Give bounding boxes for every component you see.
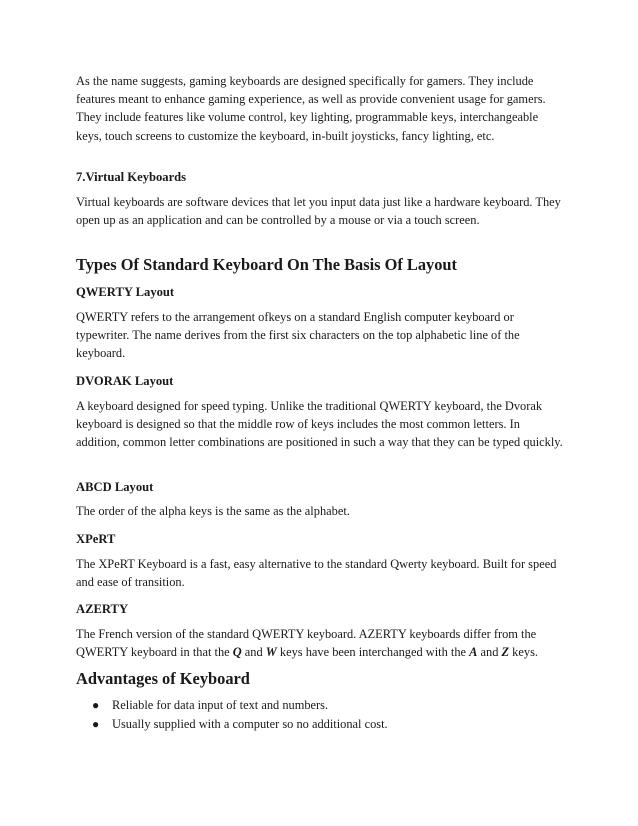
list-item-text: Usually supplied with a computer so no additional cost.: [112, 717, 388, 731]
abcd-paragraph: The order of the alpha keys is the same as the alphabet.: [76, 504, 350, 518]
list-item-text: Reliable for data input of text and numbers.: [112, 698, 329, 712]
bullet-icon: ●: [92, 698, 100, 712]
azerty-text-1: The French version of the standard QWERTY keyboard. AZERTY keyboards differ from the QWERTY keyboard in that the: [76, 627, 537, 660]
letter-q: Q: [232, 645, 242, 660]
dvorak-heading: DVORAK Layout: [76, 374, 174, 388]
advantages-heading: Advantages of Keyboard: [76, 669, 250, 688]
gaming-keyboards-paragraph: As the name suggests, gaming keyboards are designed specifically for gamers. They include features meant to enhance gaming experience, as well as provide convenient usage for gamers. They include features like volume control, key lighting, programmable keys, interchangeable keys, touch screens to customize the keyboard, in-built joysticks, fancy lighting, etc.: [76, 74, 546, 143]
azerty-heading: AZERTY: [76, 602, 129, 616]
letter-a: A: [469, 645, 478, 660]
dvorak-paragraph: A keyboard designed for speed typing. Unlike the traditional QWERTY keyboard, the Dvorak keyboard is designed so that the middle row of keys includes the most common letters. In addition, common letter combinations are positioned in such a way that they can be typed quickly.: [76, 399, 563, 450]
azerty-text-2: keys have been interchanged with the: [276, 645, 470, 660]
bullet-icon: ●: [92, 717, 100, 731]
qwerty-paragraph: QWERTY refers to the arrangement ofkeys on a standard English computer keyboard or typewriter. The name derives from the first six characters on the top alphabetic line of the keyboard.: [76, 310, 520, 361]
list-item: [76, 715, 564, 734]
list-item: [76, 696, 564, 715]
azerty-text-3: keys.: [509, 645, 538, 660]
letter-z: Z: [501, 645, 510, 660]
advantages-list: [76, 696, 564, 734]
virtual-keyboards-paragraph: Virtual keyboards are software devices that let you input data just like a hardware keyboard. They open up as an application and can be controlled by a mouse or via a touch screen.: [76, 195, 561, 228]
abcd-heading: ABCD Layout: [76, 480, 154, 494]
letter-w: W: [265, 645, 277, 660]
virtual-keyboards-heading: 7.Virtual Keyboards: [76, 170, 187, 184]
layout-types-heading: Types Of Standard Keyboard On The Basis Of Layout: [76, 255, 458, 274]
xpert-paragraph: The XPeRT Keyboard is a fast, easy alternative to the standard Qwerty keyboard. Built for speed and ease of transition.: [76, 557, 557, 590]
xpert-heading: XPeRT: [76, 532, 116, 546]
azerty-paragraph: [76, 625, 564, 661]
azerty-and-2: and: [477, 645, 502, 660]
azerty-and-1: and: [241, 645, 266, 660]
qwerty-heading: QWERTY Layout: [76, 285, 175, 299]
